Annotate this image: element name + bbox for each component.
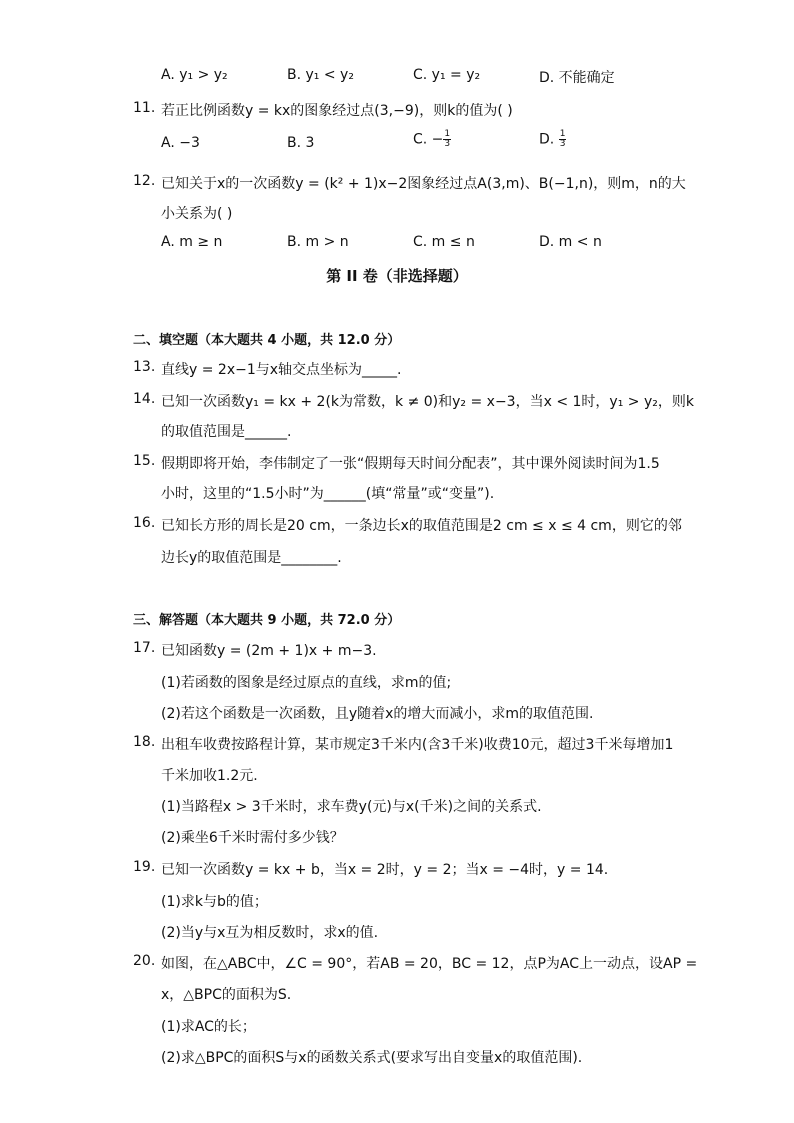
section2-title: 二、填空题（本大题共 4 小题，共 12.0 分） — [133, 333, 401, 348]
q18-stem-line1: 出租车收费按路程计算，某市规定3千米内(含3千米)收费10元，超过3千米每增加1 — [161, 737, 674, 753]
q12-stem-line1: 已知关于x的一次函数y = (k² + 1)x−2图象经过点A(3,m)、B(−1,n)，则m，n的大 — [161, 176, 686, 192]
q15-number: 15. — [133, 453, 156, 469]
q11-option-d — [539, 130, 566, 149]
q12-stem-line2: 小关系为( ) — [161, 206, 233, 222]
q11-option-d-label: D. — [539, 131, 559, 148]
q19-part1: (1)求k与b的值； — [161, 894, 268, 910]
q11-option-c-label: C. − — [413, 131, 444, 148]
q19-number: 19. — [133, 859, 156, 875]
q11-option-c — [413, 130, 451, 149]
q20-stem-line1: 如图，在△ABC中，∠C = 90°，若AB = 20，BC = 12，点P为AC上一动点，设AP = — [161, 956, 698, 972]
q20-number: 20. — [133, 953, 156, 969]
part2-title: 第 II 卷（非选择题） — [326, 267, 468, 285]
q17-stem: 已知函数y = (2m + 1)x + m−3. — [161, 643, 377, 659]
q18-part1: (1)当路程x > 3千米时，求车费y(元)与x(千米)之间的关系式. — [161, 799, 542, 815]
q11-option-a: A. −3 — [161, 135, 200, 151]
q17-part2: (2)若这个函数是一次函数，且y随着x的增大而减小，求m的取值范围. — [161, 706, 594, 722]
q20-part2: (2)求△BPC的面积S与x的函数关系式(要求写出自变量x的取值范围). — [161, 1050, 583, 1066]
q12-number: 12. — [133, 173, 156, 189]
q10-option-c: C. y₁ = y₂ — [413, 67, 481, 83]
q15-stem-line2: 小时，这里的“1.5小时”为______(填“常量”或“变量”). — [161, 486, 495, 502]
q15-stem-line1: 假期即将开始，李伟制定了一张“假期每天时间分配表”，其中课外阅读时间为1.5 — [161, 456, 660, 472]
q19-part2: (2)当y与x互为相反数时，求x的值. — [161, 925, 379, 941]
q14-stem-line1: 已知一次函数y₁ = kx + 2(k为常数，k ≠ 0)和y₂ = x−3，当x < 1时，y₁ > y₂，则k — [161, 394, 694, 410]
q12-option-d: D. m < n — [539, 234, 602, 250]
q16-stem-line1: 已知长方形的周长是20 cm，一条边长x的取值范围是2 cm ≤ x ≤ 4 cm，则它的邻 — [161, 518, 682, 534]
q20-stem-line2: x，△BPC的面积为S. — [161, 987, 292, 1003]
q17-part1: (1)若函数的图象是经过原点的直线，求m的值; — [161, 675, 452, 691]
q12-option-b: B. m > n — [287, 234, 349, 250]
q18-part2: (2)乘坐6千米时需付多少钱？ — [161, 830, 344, 846]
q14-stem-line2: 的取值范围是______. — [161, 424, 292, 440]
q11-option-d-fraction: $\frac{1}{3}$ — [559, 129, 566, 149]
q16-number: 16. — [133, 515, 156, 531]
q11-stem: 若正比例函数y = kx的图象经过点(3,−9)，则k的值为( ) — [161, 103, 513, 119]
q17-number: 17. — [133, 640, 156, 656]
q14-number: 14. — [133, 391, 156, 407]
q18-number: 18. — [133, 734, 156, 750]
q11-option-c-fraction: $\frac{1}{3}$ — [444, 129, 451, 149]
q10-option-b: B. y₁ < y₂ — [287, 67, 354, 83]
q11-number: 11. — [133, 100, 156, 116]
q18-stem-line2: 千米加收1.2元. — [161, 768, 258, 784]
q13-stem: 直线y = 2x−1与x轴交点坐标为_____. — [161, 362, 402, 378]
q19-stem: 已知一次函数y = kx + b，当x = 2时，y = 2；当x = −4时，y = 14. — [161, 862, 609, 878]
section3-title: 三、解答题（本大题共 9 小题，共 72.0 分） — [133, 613, 401, 628]
q13-number: 13. — [133, 359, 156, 375]
q11-option-b: B. 3 — [287, 135, 315, 151]
q12-option-c: C. m ≤ n — [413, 234, 475, 250]
q20-part1: (1)求AC的长； — [161, 1019, 256, 1035]
q16-stem-line2: 边长y的取值范围是________. — [161, 550, 342, 566]
q12-option-a: A. m ≥ n — [161, 234, 223, 250]
q10-option-a: A. y₁ > y₂ — [161, 67, 228, 83]
q10-option-d: D. 不能确定 — [539, 70, 615, 86]
